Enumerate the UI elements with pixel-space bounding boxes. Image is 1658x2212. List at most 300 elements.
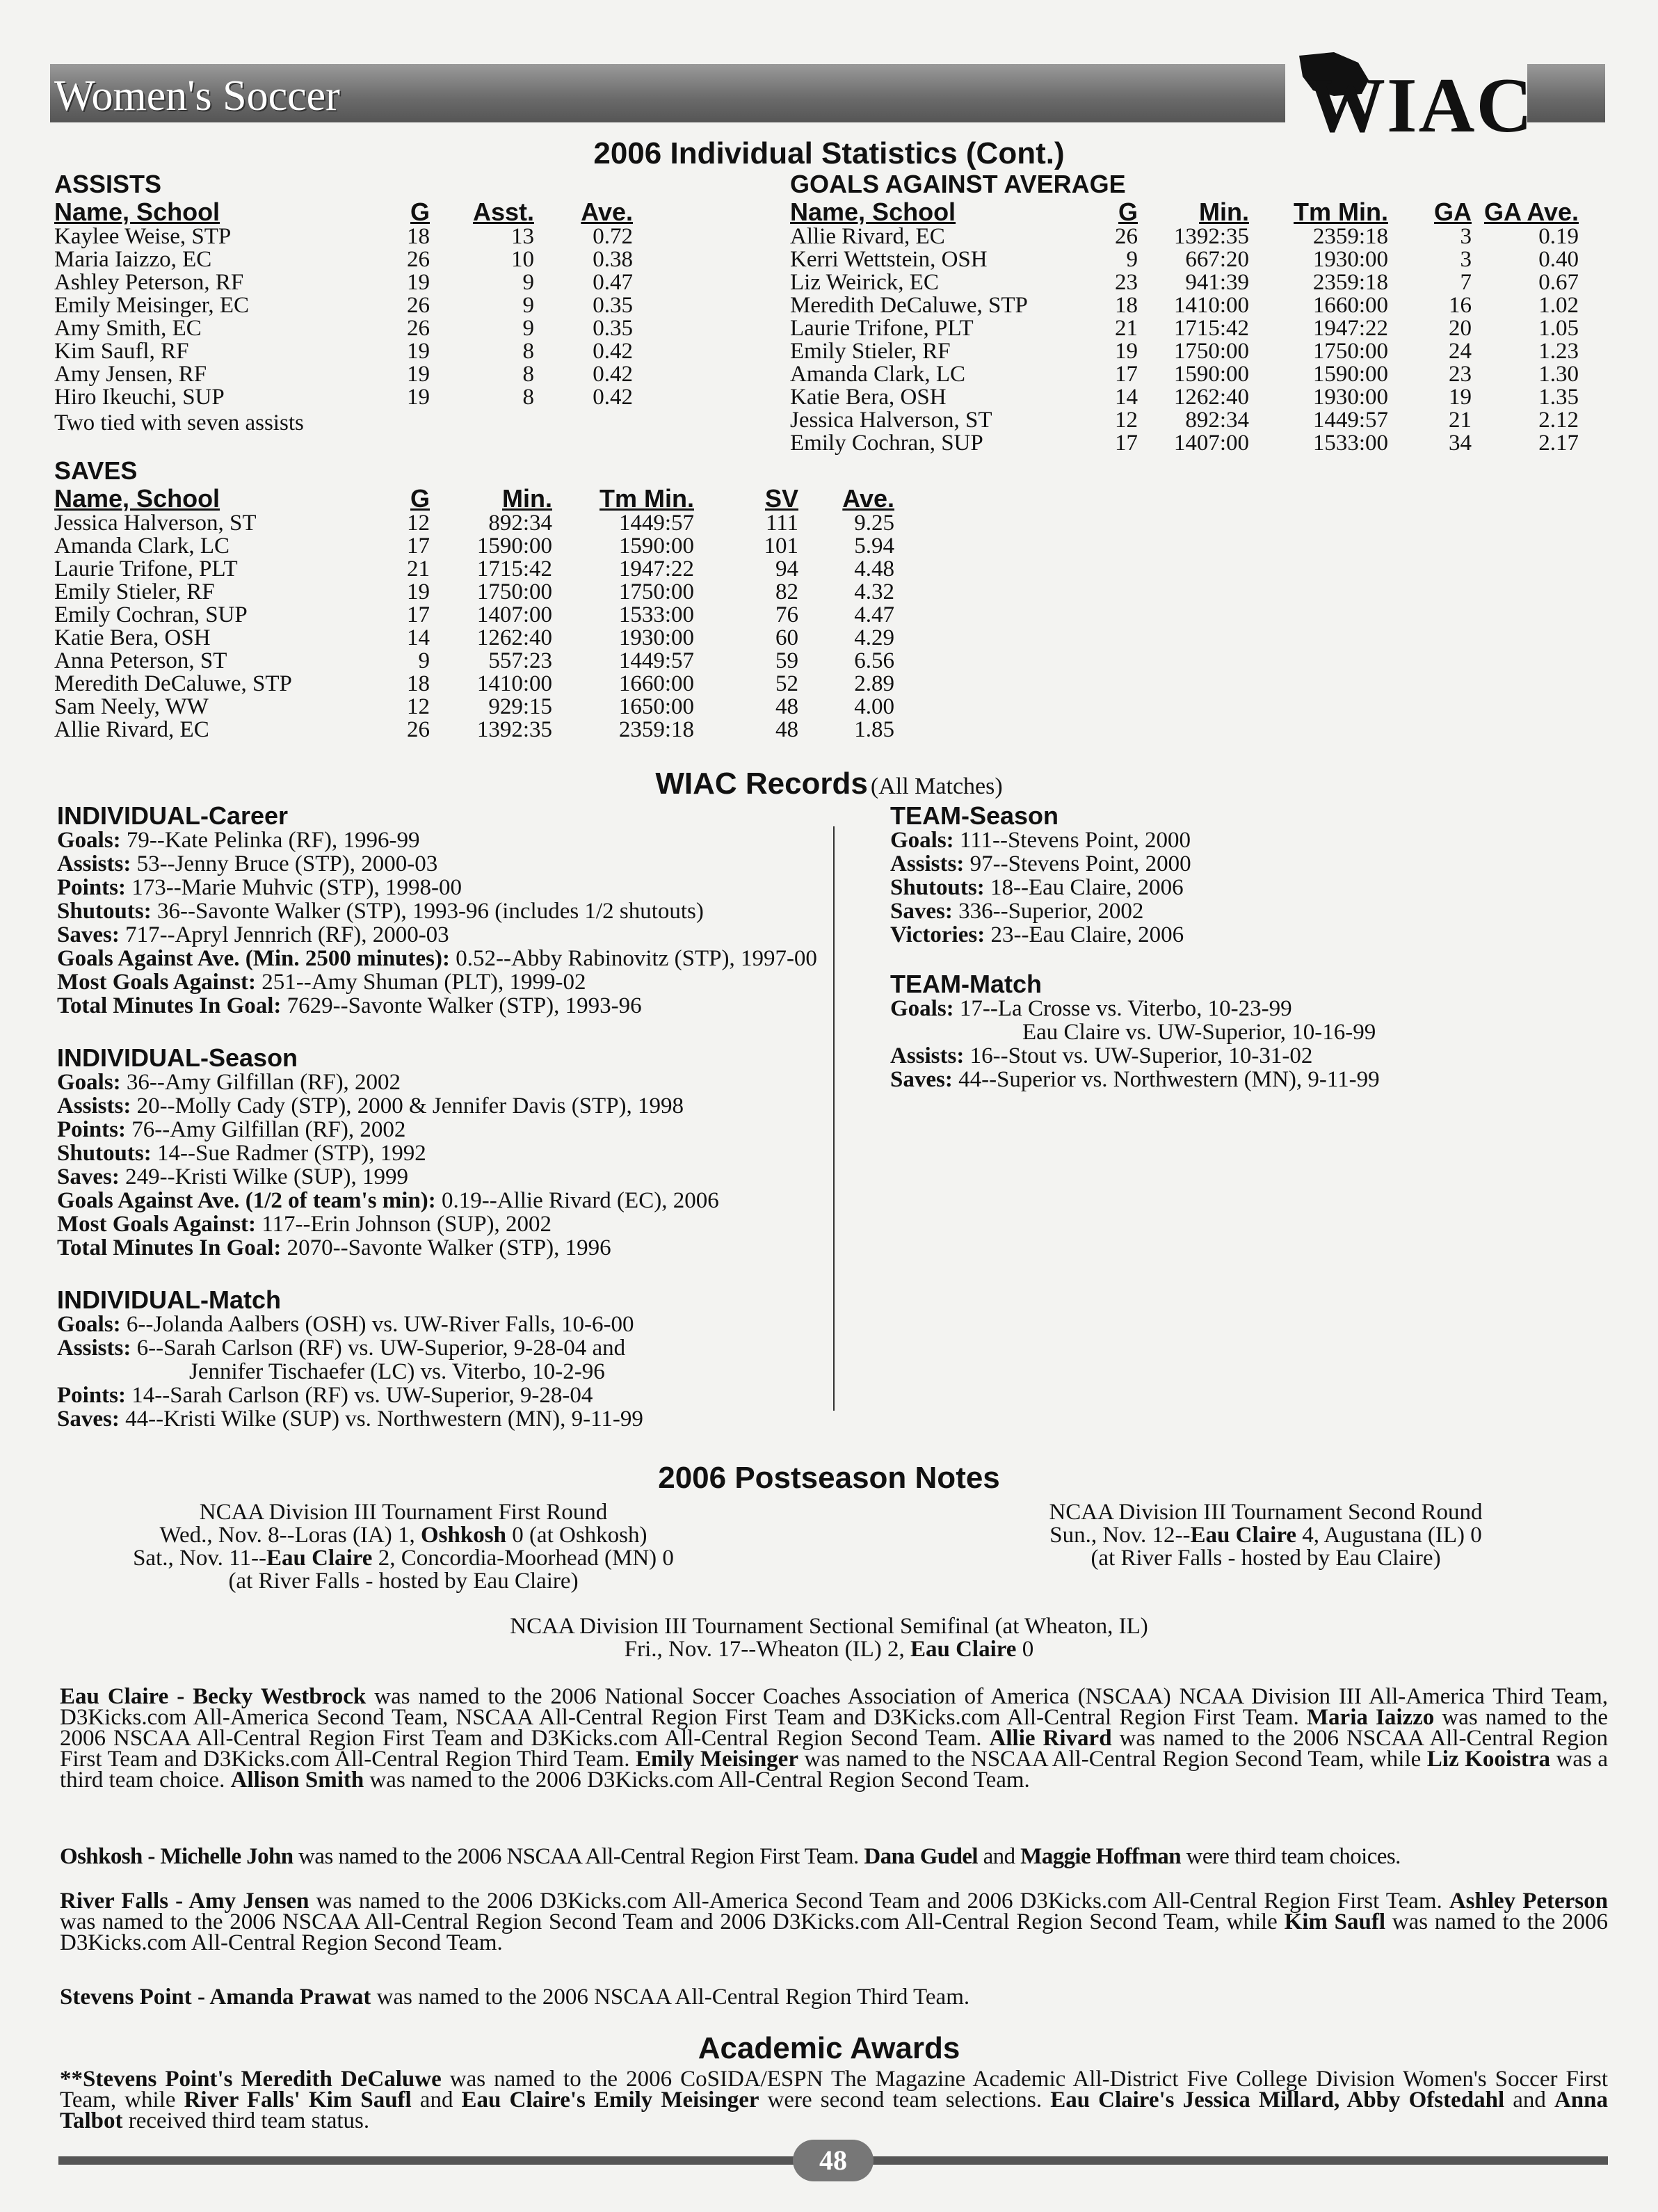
table-cell: 26	[1115, 224, 1138, 249]
table-row	[54, 627, 894, 650]
col-header: G	[1118, 198, 1138, 226]
record-value: 2070--Savonte Walker (STP), 1996	[281, 1235, 611, 1260]
first-round-location: (at River Falls - hosted by Eau Claire)	[228, 1569, 579, 1594]
table-cell: 2.17	[1538, 431, 1579, 456]
table-row	[790, 294, 1579, 317]
col-header: GA	[1434, 198, 1472, 226]
record-value: 23--Eau Claire, 2006	[985, 922, 1184, 947]
table-row	[54, 248, 633, 271]
table-cell: 26	[407, 717, 430, 742]
table-cell: 0.35	[593, 293, 633, 318]
table-cell: 5.94	[854, 534, 894, 559]
table-cell: Laurie Trifone, PLT	[790, 316, 974, 341]
postseason-title: 2006 Postseason Notes	[658, 1461, 1000, 1495]
record-label: Assists:	[57, 1336, 131, 1361]
table-cell: Emily Meisinger, EC	[54, 293, 250, 318]
record-line	[57, 829, 420, 852]
table-cell: Laurie Trifone, PLT	[54, 556, 238, 582]
table-cell: 23	[1115, 270, 1138, 295]
table-cell: Amanda Clark, LC	[54, 534, 230, 559]
table-cell: 6.56	[854, 648, 894, 673]
table-cell: 52	[775, 671, 798, 696]
team-name: Eau Claire	[910, 1637, 1017, 1662]
table-cell: 0.42	[593, 362, 633, 387]
table-cell: 1750:00	[1173, 339, 1249, 364]
table-cell: Kim Saufl, RF	[54, 339, 189, 364]
table-cell: 1262:40	[476, 625, 552, 650]
text: and	[411, 2087, 462, 2113]
table-cell: 19	[407, 270, 430, 295]
table-cell: 4.29	[854, 625, 894, 650]
table-cell: Jessica Halverson, ST	[790, 408, 992, 433]
record-line	[890, 829, 1191, 852]
table-row	[54, 650, 894, 673]
col-header: GA Ave.	[1483, 198, 1579, 226]
table-cell: 9	[522, 293, 534, 318]
record-label: Assists:	[57, 1093, 131, 1119]
record-label: Assists:	[890, 1043, 965, 1068]
record-line	[1022, 1021, 1376, 1044]
record-value: 0.19--Allie Rivard (EC), 2006	[435, 1188, 719, 1213]
table-cell: 16	[1449, 293, 1472, 318]
school-name: Oshkosh -	[60, 1844, 161, 1869]
record-value: 111--Stevens Point, 2000	[953, 828, 1191, 853]
table-row	[54, 271, 633, 294]
table-row	[790, 271, 1579, 294]
table-cell: 0.67	[1538, 270, 1579, 295]
table-cell: 1.02	[1538, 293, 1579, 318]
table-cell: 9	[418, 648, 430, 673]
record-value: 251--Amy Shuman (PLT), 1999-02	[256, 970, 586, 995]
academic-title: Academic Awards	[698, 2031, 960, 2065]
record-label: Goals:	[57, 1070, 121, 1095]
record-line	[57, 1408, 643, 1431]
table-cell: 48	[775, 717, 798, 742]
text: were second team selections.	[759, 2087, 1051, 2113]
table-cell: 60	[775, 625, 798, 650]
text: was named to the 2006 National Soccer Coaches Association of America (NSCAA) NCAA Division III All-America Third Team, D3Kicks.com All-America Second Team, NSCAA All-Central Region First Team and D3Kicks.com All-Central Region First Team.	[60, 1684, 1608, 1730]
text: Wed., Nov. 8--Loras (IA) 1,	[159, 1523, 421, 1548]
record-label: Total Minutes In Goal:	[57, 1235, 282, 1260]
record-value: 14--Sue Radmer (STP), 1992	[151, 1141, 426, 1166]
team-season-heading: TEAM-Season	[890, 801, 1059, 830]
table-cell: 1407:00	[476, 602, 552, 627]
table-cell: 3	[1460, 224, 1472, 249]
table-cell: 2359:18	[1312, 270, 1388, 295]
text: 0	[1016, 1637, 1034, 1662]
second-round-location: (at River Falls - hosted by Eau Claire)	[1090, 1546, 1441, 1571]
records-title-suffix: (All Matches)	[870, 774, 1003, 799]
table-cell: 3	[1460, 247, 1472, 272]
table-cell: 12	[407, 694, 430, 719]
table-cell: Anna Peterson, ST	[54, 648, 227, 673]
assists-table	[54, 199, 633, 409]
individual-career-heading: INDIVIDUAL-Career	[57, 801, 289, 830]
table-cell: 94	[775, 556, 798, 582]
first-round-line	[90, 1547, 716, 1570]
table-cell: 1410:00	[1173, 293, 1249, 318]
player-name: Ashley Peterson	[1449, 1889, 1609, 1914]
record-value: 336--Superior, 2002	[952, 899, 1144, 924]
team-name: Oshkosh	[421, 1523, 506, 1548]
player-name: Anna Talbot	[60, 2087, 1608, 2133]
table-cell: 1750:00	[618, 579, 694, 604]
player-name: Amy Jensen	[188, 1889, 309, 1914]
table-cell: 1715:42	[476, 556, 552, 582]
record-label: Points:	[57, 1383, 126, 1408]
eau-claire-notes	[60, 1684, 1608, 1793]
table-cell: 19	[1115, 339, 1138, 364]
record-value: 17--La Crosse vs. Viterbo, 10-23-99	[953, 996, 1292, 1021]
record-line	[57, 924, 449, 947]
record-value: 7629--Savonte Walker (STP), 1993-96	[281, 993, 642, 1018]
record-line	[890, 876, 1184, 899]
table-cell: 8	[522, 339, 534, 364]
table-row	[790, 409, 1579, 432]
table-cell: 1750:00	[476, 579, 552, 604]
record-line	[890, 1068, 1380, 1091]
player-name: Liz Kooistra	[1426, 1747, 1550, 1772]
col-header: Asst.	[472, 198, 534, 226]
table-row	[54, 294, 633, 317]
table-cell: 1449:57	[1312, 408, 1388, 433]
col-header: Tm Min.	[1294, 198, 1388, 226]
table-cell: 19	[407, 362, 430, 387]
first-round-title: NCAA Division III Tournament First Round	[199, 1500, 608, 1525]
table-cell: 59	[775, 648, 798, 673]
stevens-point-notes	[60, 1985, 1608, 2010]
record-line	[57, 900, 704, 923]
table-cell: 26	[407, 247, 430, 272]
table-cell: 24	[1449, 339, 1472, 364]
record-line	[890, 924, 1184, 947]
player-name: Allison Smith	[230, 1768, 364, 1793]
record-label: Goals Against Ave. (1/2 of team's min):	[57, 1188, 436, 1213]
table-cell: 929:15	[488, 694, 552, 719]
table-row	[54, 719, 894, 742]
record-label: Assists:	[57, 851, 131, 876]
team-match-heading: TEAM-Match	[890, 970, 1042, 998]
table-cell: 1590:00	[476, 534, 552, 559]
table-cell: 4.47	[854, 602, 894, 627]
column-divider	[833, 826, 835, 1411]
table-cell: 10	[511, 247, 534, 272]
table-row	[54, 317, 633, 340]
table-cell: 26	[407, 293, 430, 318]
player-name: Allie Rivard	[989, 1726, 1112, 1751]
record-value: 97--Stevens Point, 2000	[964, 851, 1191, 876]
table-cell: 1410:00	[476, 671, 552, 696]
record-value: 16--Stout vs. UW-Superior, 10-31-02	[964, 1043, 1313, 1068]
record-value: 36--Savonte Walker (STP), 1993-96 (includes 1/2 shutouts)	[151, 899, 704, 924]
record-label: Shutouts:	[890, 875, 985, 900]
table-cell: 1392:35	[476, 717, 552, 742]
table-cell: 557:23	[488, 648, 552, 673]
table-cell: 19	[407, 339, 430, 364]
table-cell: 76	[775, 602, 798, 627]
record-line	[189, 1361, 605, 1384]
table-cell: Allie Rivard, EC	[54, 717, 209, 742]
table-cell: 0.72	[593, 224, 633, 249]
table-cell: 1590:00	[618, 534, 694, 559]
table-cell: 667:20	[1185, 247, 1249, 272]
text: was named to the 2006 NSCAA All-Central Region First Team and D3Kicks.com All-Central Region Third Team.	[60, 1726, 1608, 1772]
table-cell: 0.47	[593, 270, 633, 295]
player-name: **Stevens Point's Meredith DeCaluwe	[60, 2067, 442, 2092]
record-label: Most Goals Against:	[57, 1212, 257, 1237]
table-row	[54, 363, 633, 386]
first-round-block	[90, 1501, 716, 1593]
text: was named to the 2006 D3Kicks.com All-Central Region Second Team.	[60, 1909, 1608, 1955]
record-value: 44--Kristi Wilke (SUP) vs. Northwestern (MN), 9-11-99	[119, 1406, 643, 1432]
table-cell: 19	[407, 385, 430, 410]
record-label: Saves:	[890, 899, 953, 924]
table-cell: 1533:00	[1312, 431, 1388, 456]
table-cell: Ashley Peterson, RF	[54, 270, 244, 295]
record-value: 44--Superior vs. Northwestern (MN), 9-11-99	[952, 1067, 1380, 1092]
record-label: Saves:	[890, 1067, 953, 1092]
player-name: Dana Gudel	[864, 1844, 978, 1869]
table-cell: 101	[764, 534, 798, 559]
table-row	[54, 696, 894, 719]
record-value: 76--Amy Gilfillan (RF), 2002	[126, 1117, 406, 1142]
table-cell: 4.32	[854, 579, 894, 604]
table-row	[790, 363, 1579, 386]
record-label: Shutouts:	[57, 1141, 152, 1166]
table-cell: 18	[407, 671, 430, 696]
stats-title: 2006 Individual Statistics (Cont.)	[593, 136, 1065, 170]
col-header: Name, School	[54, 198, 220, 226]
table-cell: 0.19	[1538, 224, 1579, 249]
record-value: 0.52--Abby Rabinovitz (STP), 1997-00	[449, 946, 817, 971]
table-cell: 0.40	[1538, 247, 1579, 272]
table-cell: 0.42	[593, 385, 633, 410]
table-cell: 1715:42	[1173, 316, 1249, 341]
record-line	[57, 1313, 634, 1336]
sectional-title: NCAA Division III Tournament Sectional Semifinal (at Wheaton, IL)	[510, 1614, 1148, 1639]
table-cell: 14	[407, 625, 430, 650]
table-cell: 1660:00	[618, 671, 694, 696]
table-cell: 12	[1115, 408, 1138, 433]
text: was named to the 2006 NSCAA All-Central Region First Team.	[293, 1844, 864, 1869]
col-header: G	[410, 484, 430, 513]
record-label: Saves:	[57, 1164, 120, 1189]
record-label: Goals:	[890, 828, 954, 853]
gaa-heading: GOALS AGAINST AVERAGE	[790, 170, 1126, 198]
table-row	[54, 386, 633, 409]
player-name: Amanda Prawat	[209, 1985, 371, 2010]
text: Fri., Nov. 17--Wheaton (IL) 2,	[624, 1637, 910, 1662]
col-header: Tm Min.	[599, 484, 694, 513]
table-cell: 82	[775, 579, 798, 604]
table-cell: 9	[522, 270, 534, 295]
record-line	[57, 1189, 719, 1212]
records-title	[0, 767, 1658, 801]
individual-season-heading: INDIVIDUAL-Season	[57, 1043, 298, 1072]
record-value: 6--Sarah Carlson (RF) vs. UW-Superior, 9-28-04 and	[131, 1336, 626, 1361]
text: was named to the 2006 D3Kicks.com All-Central Region Second Team.	[364, 1768, 1030, 1793]
school-name: Eau Claire -	[60, 1684, 193, 1709]
first-round-line	[90, 1524, 716, 1547]
table-cell: Emily Stieler, RF	[790, 339, 951, 364]
table-cell: 4.48	[854, 556, 894, 582]
text: was named to the 2006 NSCAA All-Central Region Second Team and 2006 D3Kicks.com All-Central Region Second Team, while	[60, 1909, 1285, 1934]
record-label: Shutouts:	[57, 899, 152, 924]
record-label: Saves:	[57, 1406, 120, 1432]
table-cell: 18	[1115, 293, 1138, 318]
player-name: Emily Meisinger	[635, 1747, 798, 1772]
table-cell: 8	[522, 385, 534, 410]
table-cell: 20	[1449, 316, 1472, 341]
record-line	[890, 900, 1143, 923]
table-cell: 0.42	[593, 339, 633, 364]
table-row	[54, 673, 894, 696]
record-label: Goals:	[57, 1312, 121, 1337]
text: was named to the NSCAA All-Central Region Second Team, while	[798, 1747, 1427, 1772]
record-label: Points:	[57, 875, 126, 900]
table-cell: 1407:00	[1173, 431, 1249, 456]
text: was named to the 2006 NSCAA All-Central Region First Team and D3Kicks.com All-Central Region Second Team.	[60, 1705, 1608, 1751]
table-cell: 1947:22	[618, 556, 694, 582]
record-value: Eau Claire vs. UW-Superior, 10-16-99	[1022, 1020, 1376, 1045]
player-name: Becky Westbrock	[193, 1684, 367, 1709]
table-row	[54, 225, 633, 248]
col-header: Min.	[1199, 198, 1249, 226]
table-cell: 18	[407, 224, 430, 249]
player-name: Michelle John	[160, 1844, 293, 1869]
table-cell: Sam Neely, WW	[54, 694, 209, 719]
table-cell: 19	[1449, 385, 1472, 410]
school-name: Stevens Point -	[60, 1985, 210, 2010]
table-cell: 1750:00	[1312, 339, 1388, 364]
table-cell: 1.35	[1538, 385, 1579, 410]
table-cell: 13	[511, 224, 534, 249]
table-row	[54, 558, 894, 581]
record-line	[57, 1142, 426, 1165]
oshkosh-notes	[60, 1846, 1608, 1867]
record-value: 117--Erin Johnson (SUP), 2002	[256, 1212, 552, 1237]
table-cell: Amy Smith, EC	[54, 316, 202, 341]
table-cell: 21	[407, 556, 430, 582]
record-line	[890, 853, 1191, 876]
table-cell: 2359:18	[1312, 224, 1388, 249]
table-cell: 21	[1449, 408, 1472, 433]
assists-note: Two tied with seven assists	[54, 410, 304, 435]
table-row	[54, 512, 894, 535]
table-cell: 1930:00	[618, 625, 694, 650]
table-cell: 1650:00	[618, 694, 694, 719]
table-cell: Kaylee Weise, STP	[54, 224, 232, 249]
table-cell: 1449:57	[618, 511, 694, 536]
table-cell: Emily Cochran, SUP	[54, 602, 248, 627]
record-line	[57, 1213, 552, 1236]
table-cell: Amanda Clark, LC	[790, 362, 966, 387]
record-line	[57, 1384, 593, 1407]
record-value: 53--Jenny Bruce (STP), 2000-03	[131, 851, 438, 876]
table-cell: 34	[1449, 431, 1472, 456]
player-name: Eau Claire's Emily Meisinger	[461, 2087, 759, 2113]
table-cell: 941:39	[1185, 270, 1249, 295]
table-cell: 14	[1115, 385, 1138, 410]
record-label: Victories:	[890, 922, 985, 947]
text: 2, Concordia-Moorhead (MN) 0	[372, 1546, 674, 1571]
record-value: 14--Sarah Carlson (RF) vs. UW-Superior, 9-28-04	[126, 1383, 593, 1408]
table-cell: 1930:00	[1312, 385, 1388, 410]
table-cell: 892:34	[1185, 408, 1249, 433]
record-label: Goals Against Ave. (Min. 2500 minutes):	[57, 946, 450, 971]
saves-table	[54, 486, 894, 742]
table-cell: 2.12	[1538, 408, 1579, 433]
record-line	[57, 947, 817, 970]
table-cell: 2359:18	[618, 717, 694, 742]
record-line	[57, 1166, 408, 1189]
river-falls-notes	[60, 1891, 1608, 1953]
table-row	[790, 317, 1579, 340]
table-cell: 17	[407, 602, 430, 627]
assists-heading: ASSISTS	[54, 170, 162, 198]
record-line	[57, 971, 586, 994]
record-line	[57, 853, 437, 876]
col-header: G	[410, 198, 430, 226]
record-label: Points:	[57, 1117, 126, 1142]
table-row	[790, 340, 1579, 363]
player-name: Kim Saufl	[1284, 1909, 1385, 1934]
record-value: 249--Kristi Wilke (SUP), 1999	[119, 1164, 408, 1189]
table-cell: 1.85	[854, 717, 894, 742]
table-row	[54, 581, 894, 604]
text: was named to the 2006 D3Kicks.com All-America Second Team and 2006 D3Kicks.com All-Central Region First Team.	[309, 1889, 1449, 1914]
table-cell: Hiro Ikeuchi, SUP	[54, 385, 225, 410]
table-cell: Meredith DeCaluwe, STP	[790, 293, 1028, 318]
col-header: Name, School	[54, 484, 220, 513]
table-cell: 9	[522, 316, 534, 341]
player-name: Maggie Hoffman	[1020, 1844, 1181, 1869]
table-cell: Maria Iaizzo, EC	[54, 247, 212, 272]
text: and	[977, 1844, 1021, 1869]
table-cell: 9	[1126, 247, 1138, 272]
player-name: River Falls' Kim Saufl	[184, 2087, 412, 2113]
table-cell: 26	[407, 316, 430, 341]
text: 4, Augustana (IL) 0	[1296, 1523, 1482, 1548]
record-label: Assists:	[890, 851, 965, 876]
text: was a third team choice.	[60, 1747, 1608, 1793]
record-value: 717--Apryl Jennrich (RF), 2000-03	[119, 922, 449, 947]
record-value: 79--Kate Pelinka (RF), 1996-99	[120, 828, 420, 853]
sectional-block	[0, 1615, 1658, 1661]
record-value: 36--Amy Gilfillan (RF), 2002	[120, 1070, 401, 1095]
table-cell: 8	[522, 362, 534, 387]
table-cell: Allie Rivard, EC	[790, 224, 945, 249]
record-value: 6--Jolanda Aalbers (OSH) vs. UW-River Falls, 10-6-00	[120, 1312, 634, 1337]
record-line	[57, 1119, 405, 1141]
record-line	[57, 1237, 611, 1260]
table-cell: 1.05	[1538, 316, 1579, 341]
page-title: Women's Soccer	[54, 72, 340, 120]
table-cell: 1262:40	[1173, 385, 1249, 410]
text: received third team status.	[122, 2108, 370, 2133]
text: Sun., Nov. 12--	[1049, 1523, 1191, 1548]
table-cell: Liz Weirick, EC	[790, 270, 939, 295]
table-cell: 12	[407, 511, 430, 536]
table-cell: 23	[1449, 362, 1472, 387]
record-line	[57, 995, 642, 1018]
table-row	[54, 340, 633, 363]
table-cell: Meredith DeCaluwe, STP	[54, 671, 292, 696]
table-cell: Amy Jensen, RF	[54, 362, 207, 387]
table-cell: 1.23	[1538, 339, 1579, 364]
table-cell: 1392:35	[1173, 224, 1249, 249]
table-cell: 17	[1115, 362, 1138, 387]
